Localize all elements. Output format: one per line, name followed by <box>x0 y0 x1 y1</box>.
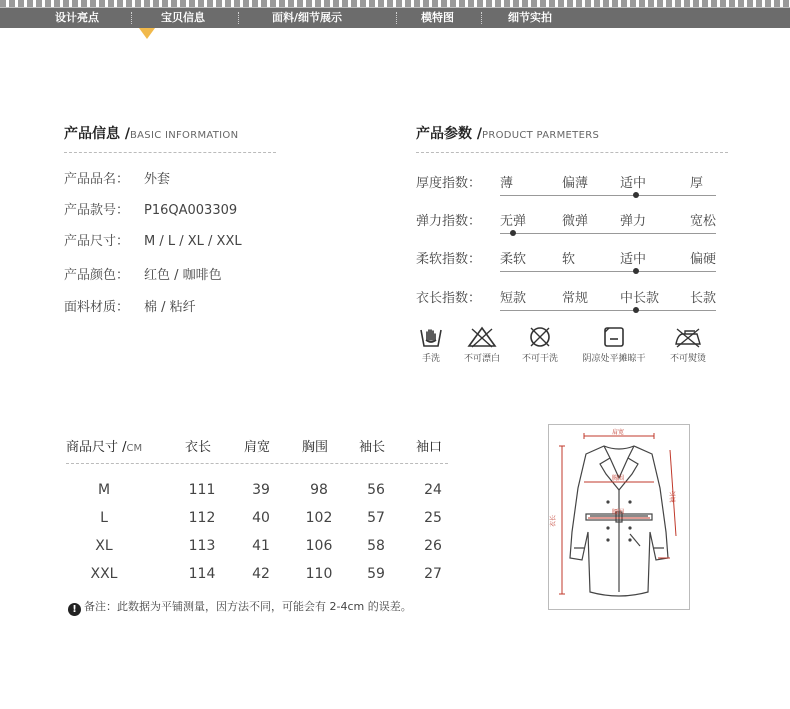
basic-info-heading <box>64 123 238 143</box>
info-value: 棉 / 粘纤 <box>144 300 196 315</box>
info-row-color <box>64 264 222 283</box>
param-option: 短款 <box>500 291 527 306</box>
size-cell: 98 <box>310 482 328 498</box>
size-column-header: 衣长 <box>185 440 212 455</box>
size-cell: 40 <box>252 510 270 526</box>
note-text: 备注：此数据为平铺测量，因方法不同，可能会有 2-4cm 的误差。 <box>84 600 412 613</box>
size-cell: 41 <box>252 538 270 554</box>
size-header-label: 商品尺寸 / <box>66 440 127 455</box>
param-selected-marker <box>633 192 639 198</box>
nav-separator <box>238 12 239 24</box>
label-sleeve: 袖长 <box>670 490 677 503</box>
size-column-header: 肩宽 <box>244 440 271 455</box>
divider <box>64 152 276 153</box>
info-label: 面料材质： <box>64 300 130 315</box>
size-table-header-name <box>66 436 142 455</box>
nav-tab-product-info[interactable]: 宝贝信息 <box>161 11 205 24</box>
info-value: P16QA003309 <box>144 203 238 218</box>
measurement-note <box>68 598 412 616</box>
info-label: 产品尺寸： <box>64 234 130 249</box>
care-label: 阴凉处平摊晾干 <box>582 354 646 364</box>
size-cell: 39 <box>252 482 270 498</box>
nav-tab-fabric-details[interactable]: 面料/细节展示 <box>272 11 343 24</box>
no-dry-clean-icon <box>528 326 552 348</box>
divider <box>416 152 728 153</box>
warning-icon: ! <box>68 603 81 616</box>
params-heading <box>416 123 599 143</box>
size-cell: 27 <box>424 566 442 582</box>
size-cell: 42 <box>252 566 270 582</box>
param-option: 适中 <box>620 176 647 191</box>
size-column-header: 袖口 <box>416 440 443 455</box>
nav-separator <box>481 12 482 24</box>
size-row-label: M <box>97 482 111 498</box>
size-cell: 112 <box>188 510 216 526</box>
info-label: 产品款号： <box>64 203 130 218</box>
size-cell: 58 <box>367 538 385 554</box>
param-option: 厚 <box>690 176 704 191</box>
size-cell: 59 <box>367 566 385 582</box>
param-option: 无弹 <box>500 214 527 229</box>
param-option: 适中 <box>620 252 647 267</box>
decorative-chain-border <box>0 0 790 8</box>
param-option: 微弹 <box>562 214 589 229</box>
info-row-name <box>64 168 170 187</box>
info-value: 外套 <box>144 172 171 187</box>
param-option: 柔软 <box>500 252 527 267</box>
info-value: 红色 / 咖啡色 <box>144 268 222 283</box>
param-scale-line <box>500 195 716 196</box>
nav-separator <box>396 12 397 24</box>
param-option: 软 <box>562 252 576 267</box>
size-cell: 113 <box>188 538 216 554</box>
shade-flat-dry-icon <box>603 326 625 348</box>
size-row-label: XL <box>95 538 113 554</box>
label-chest: 胸围 <box>612 475 625 482</box>
care-label: 不可漂白 <box>463 354 500 364</box>
info-row-style-number <box>64 199 237 218</box>
param-option: 偏薄 <box>562 176 589 191</box>
info-label: 产品品名： <box>64 172 130 187</box>
nav-tab-model-photos[interactable]: 模特图 <box>421 11 454 24</box>
size-column-header: 袖长 <box>359 440 386 455</box>
size-cell: 56 <box>367 482 385 498</box>
params-title-en: PRODUCT PARMETERS <box>482 130 600 141</box>
active-tab-marker <box>139 28 155 39</box>
info-row-material <box>64 296 196 315</box>
section-nav <box>0 8 790 28</box>
param-option: 偏硬 <box>690 252 717 267</box>
nav-tab-detail-photos[interactable]: 细节实拍 <box>508 11 552 24</box>
care-label: 不可熨烫 <box>669 354 706 364</box>
size-column-header: 胸围 <box>302 440 329 455</box>
basic-info-title-en: BASIC INFORMATION <box>130 130 239 141</box>
nav-tab-design-highlights[interactable]: 设计亮点 <box>55 11 99 24</box>
param-label: 柔软指数： <box>416 252 482 267</box>
param-option: 中长款 <box>620 291 660 306</box>
care-item-hand-wash <box>414 326 448 364</box>
param-scale-line <box>500 310 716 311</box>
coat-measurement-diagram <box>548 424 690 610</box>
param-label: 衣长指数： <box>416 291 482 306</box>
hand-wash-icon <box>419 326 443 348</box>
param-selected-marker <box>633 307 639 313</box>
divider <box>66 463 448 464</box>
size-row-label: XXL <box>90 566 118 582</box>
param-option: 宽松 <box>690 214 717 229</box>
care-label: 不可干洗 <box>521 354 558 364</box>
basic-info-title: 产品信息 / <box>64 126 130 142</box>
info-value: M / L / XL / XXL <box>144 234 242 249</box>
param-selected-marker <box>633 268 639 274</box>
label-waist: 腰围 <box>612 509 625 516</box>
param-scale-line <box>500 233 716 234</box>
param-label: 厚度指数： <box>416 176 482 191</box>
param-option: 长款 <box>690 291 717 306</box>
info-label: 产品颜色： <box>64 268 130 283</box>
size-cell: 106 <box>305 538 333 554</box>
param-label: 弹力指数： <box>416 214 482 229</box>
size-cell: 57 <box>367 510 385 526</box>
size-cell: 111 <box>188 482 216 498</box>
size-cell: 26 <box>424 538 442 554</box>
coat-outline <box>570 446 668 596</box>
param-option: 薄 <box>500 176 514 191</box>
no-iron-icon <box>673 326 703 348</box>
param-option: 常规 <box>562 291 589 306</box>
size-cell: 110 <box>305 566 333 582</box>
care-item-no-bleach <box>458 326 506 364</box>
size-row-label: L <box>100 510 108 526</box>
param-scale-line <box>500 271 716 272</box>
nav-separator <box>131 12 132 24</box>
size-header-unit: CM <box>126 443 143 454</box>
label-length: 衣长 <box>550 514 557 527</box>
size-cell: 25 <box>424 510 442 526</box>
info-row-size <box>64 230 242 249</box>
care-label: 手洗 <box>421 354 440 364</box>
params-title: 产品参数 / <box>416 126 482 142</box>
size-cell: 102 <box>305 510 333 526</box>
param-option: 弹力 <box>620 214 647 229</box>
param-selected-marker <box>510 230 516 236</box>
care-item-no-dry-clean <box>516 326 564 364</box>
size-cell: 114 <box>188 566 216 582</box>
care-item-shade-dry <box>576 326 652 364</box>
no-bleach-icon <box>467 326 497 348</box>
label-shoulder: 肩宽 <box>612 429 625 436</box>
size-cell: 24 <box>424 482 442 498</box>
care-item-no-iron <box>664 326 712 364</box>
